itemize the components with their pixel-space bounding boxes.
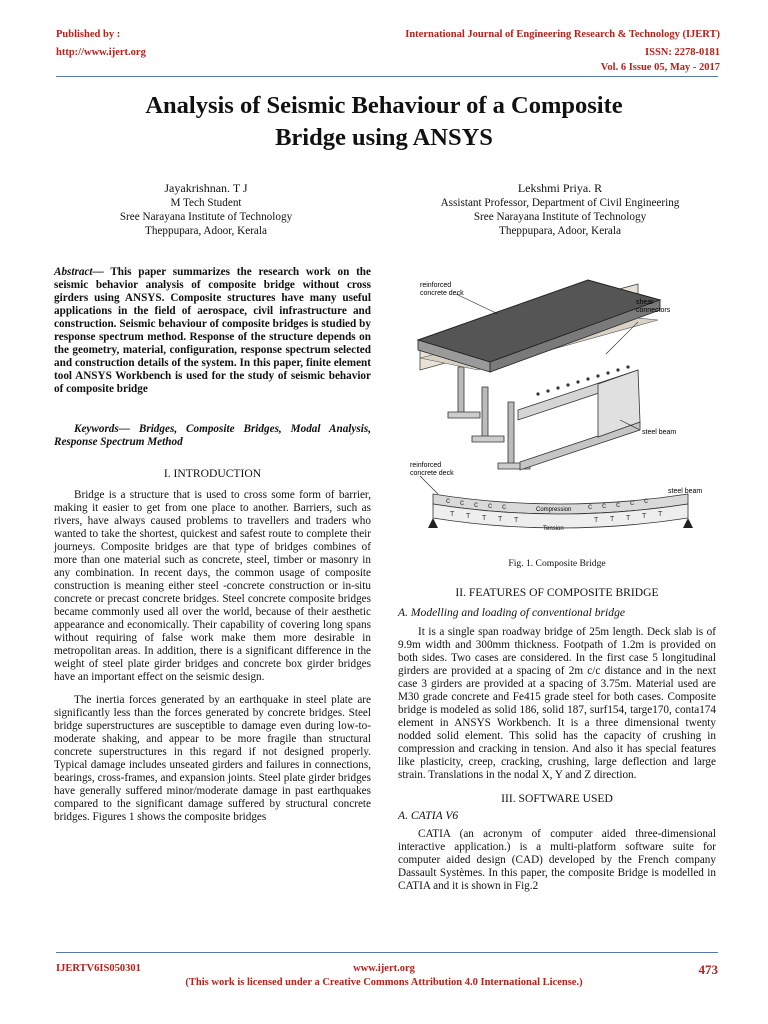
composite-bridge-illustration	[398, 262, 716, 552]
svg-text:T: T	[482, 515, 487, 522]
abstract-label: Abstract	[54, 266, 93, 278]
svg-text:T: T	[610, 516, 615, 523]
author-role: M Tech Student	[170, 197, 242, 209]
author-name: Jayakrishnan. T J	[164, 181, 248, 195]
features-paragraph: It is a single span roadway bridge of 25m length. Deck slab is of 9.9m width and 300mm thickness. Footpath of 1.2m is provided on both sides. Two cases are considered. In the first case 5 longitudinal girders are provided at a spacing of 2m c/c distance and in the next case 3 girders are provided at a spacing of 3.75m. Material used are M30 grade concrete and Fe415 grade steel for both cases. Composite bridge is modeled as solid 186, solid 187, surf154, targe170, conta174 element in ANSYS Workbench. It is a three dimensional twenty nodded solid element. This solid has the capacity of crushing in compression and cracking in tension. And also it has special features like plasticity, creep, cracking, crushing, large deflection and large strain. Translations in the nodal X, Y and Z direction.	[398, 626, 716, 781]
svg-text:c: c	[630, 498, 634, 507]
footer-divider	[56, 952, 718, 953]
intro-paragraph-1: Bridge is a structure that is used to cross some form of barrier, making it easier to get from one place to another. Barriers, such as rivers, have always caused problems to travellers and traders who wanted to take the shortest, quickest and safest route to complete their journeys. Composite bridges are that type of bridges combines of more than one material such as concrete, steel, timber or masonry in any combination. In recent days, the common usage of composite construction is meaning either steel -concrete construction or in-situ concrete or precast concrete bridges. Steel concrete composite bridges became commonly used all over the world, because of their aesthetic appearance and economically. Their capability of covering long spans without requiring of false work make them more desirable in metropolitan areas. In addition, there is a significant difference in the weight of steel plate girder bridges and concrete box girder bridges have an important effect on the seismic design.	[54, 489, 371, 683]
label-tension: Tension	[543, 526, 564, 532]
volume-issue: Vol. 6 Issue 05, May - 2017	[600, 62, 720, 73]
label-reinforced-concrete-deck-lower: reinforced	[410, 462, 442, 469]
svg-text:c: c	[488, 501, 492, 510]
svg-text:T: T	[642, 513, 647, 520]
svg-text:c: c	[474, 500, 478, 509]
svg-text:T: T	[626, 515, 631, 522]
header-divider	[56, 76, 718, 77]
label-reinforced-concrete-deck-lower-2: concrete deck	[410, 470, 454, 477]
figure-1-caption: Fig. 1. Composite Bridge	[508, 558, 606, 569]
svg-text:c: c	[602, 501, 606, 510]
label-shear-connectors: shear	[636, 299, 654, 306]
right-support-icon	[683, 518, 693, 528]
left-column	[54, 266, 371, 824]
paper-id: IJERTV6IS050301	[56, 963, 141, 974]
svg-text:T: T	[594, 517, 599, 524]
intro-paragraph-2: The inertia forces generated by an earthquake in steel plate are significantly less than the forces generated by concrete bridges. Steel bridge superstructures are susceptible to damage even during low-to-moderate shaking, and appear to be more fragile than structural concrete superstructures in this regard if not designed properly. Typical damage includes unseated girders and failures in connections, bearings, cross-frames, and expansion joints. Steel plate girder bridges have generally suffered minor/moderate damage in past earthquakes compared to the significant damage suffered by structural concrete bridges. Figures 1 shows the composite bridges	[54, 694, 371, 823]
paper-title	[50, 90, 718, 154]
figure-composite-bridge	[398, 262, 716, 552]
footer-website-link[interactable]: www.ijert.org	[353, 963, 415, 974]
author-1	[56, 181, 356, 238]
label-reinforced-concrete-deck-2: concrete deck	[420, 290, 464, 297]
svg-text:c: c	[502, 502, 506, 511]
author-2	[400, 181, 720, 238]
abstract	[54, 266, 371, 396]
svg-text:c: c	[644, 496, 648, 505]
software-paragraph: CATIA (an acronym of computer aided three-dimensional interactive application.) is a multi-platform software suite for computer aided design (CAD) developed by the French company Dassault Systèmes. In this paper, the composite Bridge is modelled in CATIA and it is shown in Fig.2	[398, 828, 716, 892]
author-location: Theppupara, Adoor, Kerala	[499, 225, 621, 237]
journal-name: International Journal of Engineering Research & Technology (IJERT)	[405, 29, 720, 40]
svg-text:T: T	[466, 513, 471, 520]
publisher-website-link[interactable]: http://www.ijert.org	[56, 47, 146, 58]
svg-text:c: c	[460, 498, 464, 507]
leader-line	[456, 294, 498, 314]
author-role: Assistant Professor, Department of Civil Engineering	[440, 197, 680, 209]
label-compression: Compression	[536, 507, 572, 513]
right-column	[398, 586, 716, 893]
subheading-catia: A. CATIA V6	[398, 809, 459, 822]
left-support-icon	[428, 518, 438, 528]
section-heading-features: II. FEATURES OF COMPOSITE BRIDGE	[455, 586, 659, 599]
abstract-text: This paper summarizes the research work on the seismic behavior analysis of composite bridge without cross girders using ANSYS. Composite structures have many useful applications in the field of aerospace, civil infrastructure and construction. Seismic behaviour of composite bridges is studied by response spectrum method. Response of the structure depends on the geometry, material, configuration, response spectrum selected and construction details of the system. In this paper, finite element tool ANSYS Workbench is used for the study of seismic behavior of composite bridge	[54, 266, 371, 395]
issn: ISSN: 2278-0181	[645, 47, 720, 58]
label-reinforced-concrete-deck: reinforced	[420, 282, 452, 289]
label-shear-connectors-2: connectors	[636, 307, 671, 314]
publisher-label: Published by :	[56, 29, 121, 40]
label-steel-beam: steel beam	[642, 429, 677, 436]
section-heading-software: III. SOFTWARE USED	[501, 792, 613, 805]
svg-text:T: T	[514, 517, 519, 524]
svg-text:T: T	[658, 511, 663, 518]
svg-text:T: T	[450, 511, 455, 518]
title-line-2: Bridge using ANSYS	[275, 124, 493, 151]
label-steel-beam-lower: steel beam	[668, 488, 703, 495]
author-institute: Sree Narayana Institute of Technology	[473, 211, 647, 223]
author-location: Theppupara, Adoor, Kerala	[145, 225, 267, 237]
svg-text:c: c	[446, 496, 450, 505]
abstract-dash: —	[92, 266, 111, 278]
svg-text:c: c	[616, 500, 620, 509]
svg-text:c: c	[588, 502, 592, 511]
svg-text:T: T	[498, 516, 503, 523]
section-heading-introduction: I. INTRODUCTION	[163, 467, 262, 480]
title-line-1: Analysis of Seismic Behaviour of a Composite	[145, 92, 623, 119]
author-institute: Sree Narayana Institute of Technology	[119, 211, 293, 223]
subheading-modelling: A. Modelling and loading of conventional bridge	[398, 606, 626, 619]
author-name: Lekshmi Priya. R	[517, 181, 603, 195]
license-notice: (This work is licensed under a Creative Commons Attribution 4.0 International License.)	[185, 977, 583, 988]
page-number: 473	[698, 962, 718, 977]
keywords: Keywords— Bridges, Composite Bridges, Modal Analysis, Response Spectrum Method	[54, 423, 371, 448]
